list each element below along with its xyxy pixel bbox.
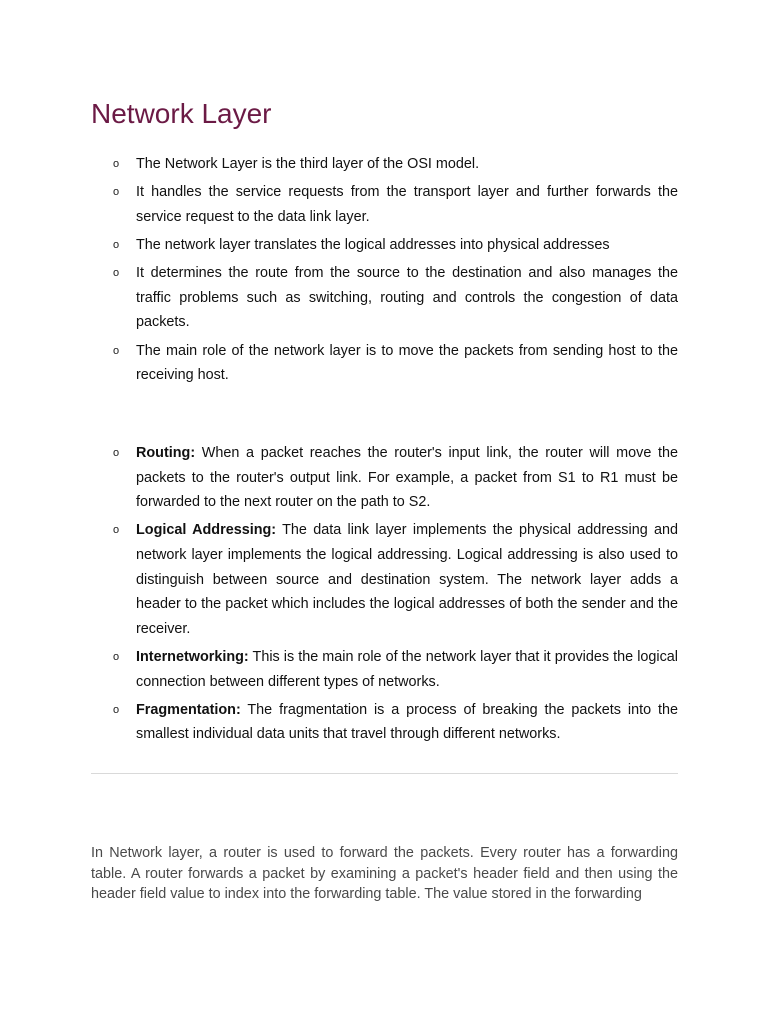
body-paragraph: In Network layer, a router is used to forward the packets. Every router has a forwarding table. A router forwards a packet by examining a packet's header field and then using the header field value to index into the forwarding table. The value stored in the forwarding [91,845,678,903]
list-item [91,180,678,229]
list-item-text: The Network Layer is the third layer of the OSI model. [136,156,480,172]
bullet-circle-icon: o [113,344,120,357]
bullet-circle-icon: o [113,267,120,280]
term-label: Routing: [136,445,196,461]
list-item-text: The network layer translates the logical addresses into physical addresses [136,236,610,253]
list-item [91,152,678,177]
list-item [91,698,678,747]
bullet-circle-icon: o [113,447,120,459]
term-description: The data link layer implements the physical addressing and network layer implements the logical addressing. Logical addressing is also used to distinguish between source and destination system. The network layer adds a header to the packet which includes the logical addresses of both the sender and the receiver. [136,522,679,637]
term-label: Internetworking: [136,648,249,665]
list-item [91,339,678,388]
bullet-circle-icon: o [113,524,120,537]
page-title: Network Layer [91,98,272,129]
list-item [91,261,678,335]
list-item [91,518,678,641]
term-description: The fragmentation is a process of breaking the packets into the smallest individual data units that travel through different networks. [136,701,678,743]
horizontal-divider [91,773,678,774]
list-item [91,441,678,515]
list-item-text: It determines the route from the source to the destination and also manages the traffic problems such as switching, routing and controls the congestion of data packets. [136,265,678,331]
term-label: Fragmentation: [136,701,241,718]
list-item-text: The main role of the network layer is to move the packets from sending host to the receiving host. [136,342,678,384]
list-item-text: It handles the service requests from the transport layer and further forwards the service request to the data link layer. [136,184,678,225]
bullet-circle-icon: o [113,186,120,199]
term-description: When a packet reaches the router's input link, the router will move the packets to the router's output link. For example, a packet from S1 to R1 must be forwarded to the next router on the path to S2. [136,445,678,511]
functions-list [91,441,678,751]
bullet-circle-icon: o [113,158,120,170]
bullet-circle-icon: o [113,650,120,663]
overview-list [91,152,678,391]
term-description: This is the main role of the network layer that it provides the logical connection between different types of networks. [136,648,678,690]
term-label: Logical Addressing: [136,522,277,539]
list-item [91,645,678,694]
bullet-circle-icon: o [113,238,120,251]
list-item [91,233,678,258]
bullet-circle-icon: o [113,703,120,716]
